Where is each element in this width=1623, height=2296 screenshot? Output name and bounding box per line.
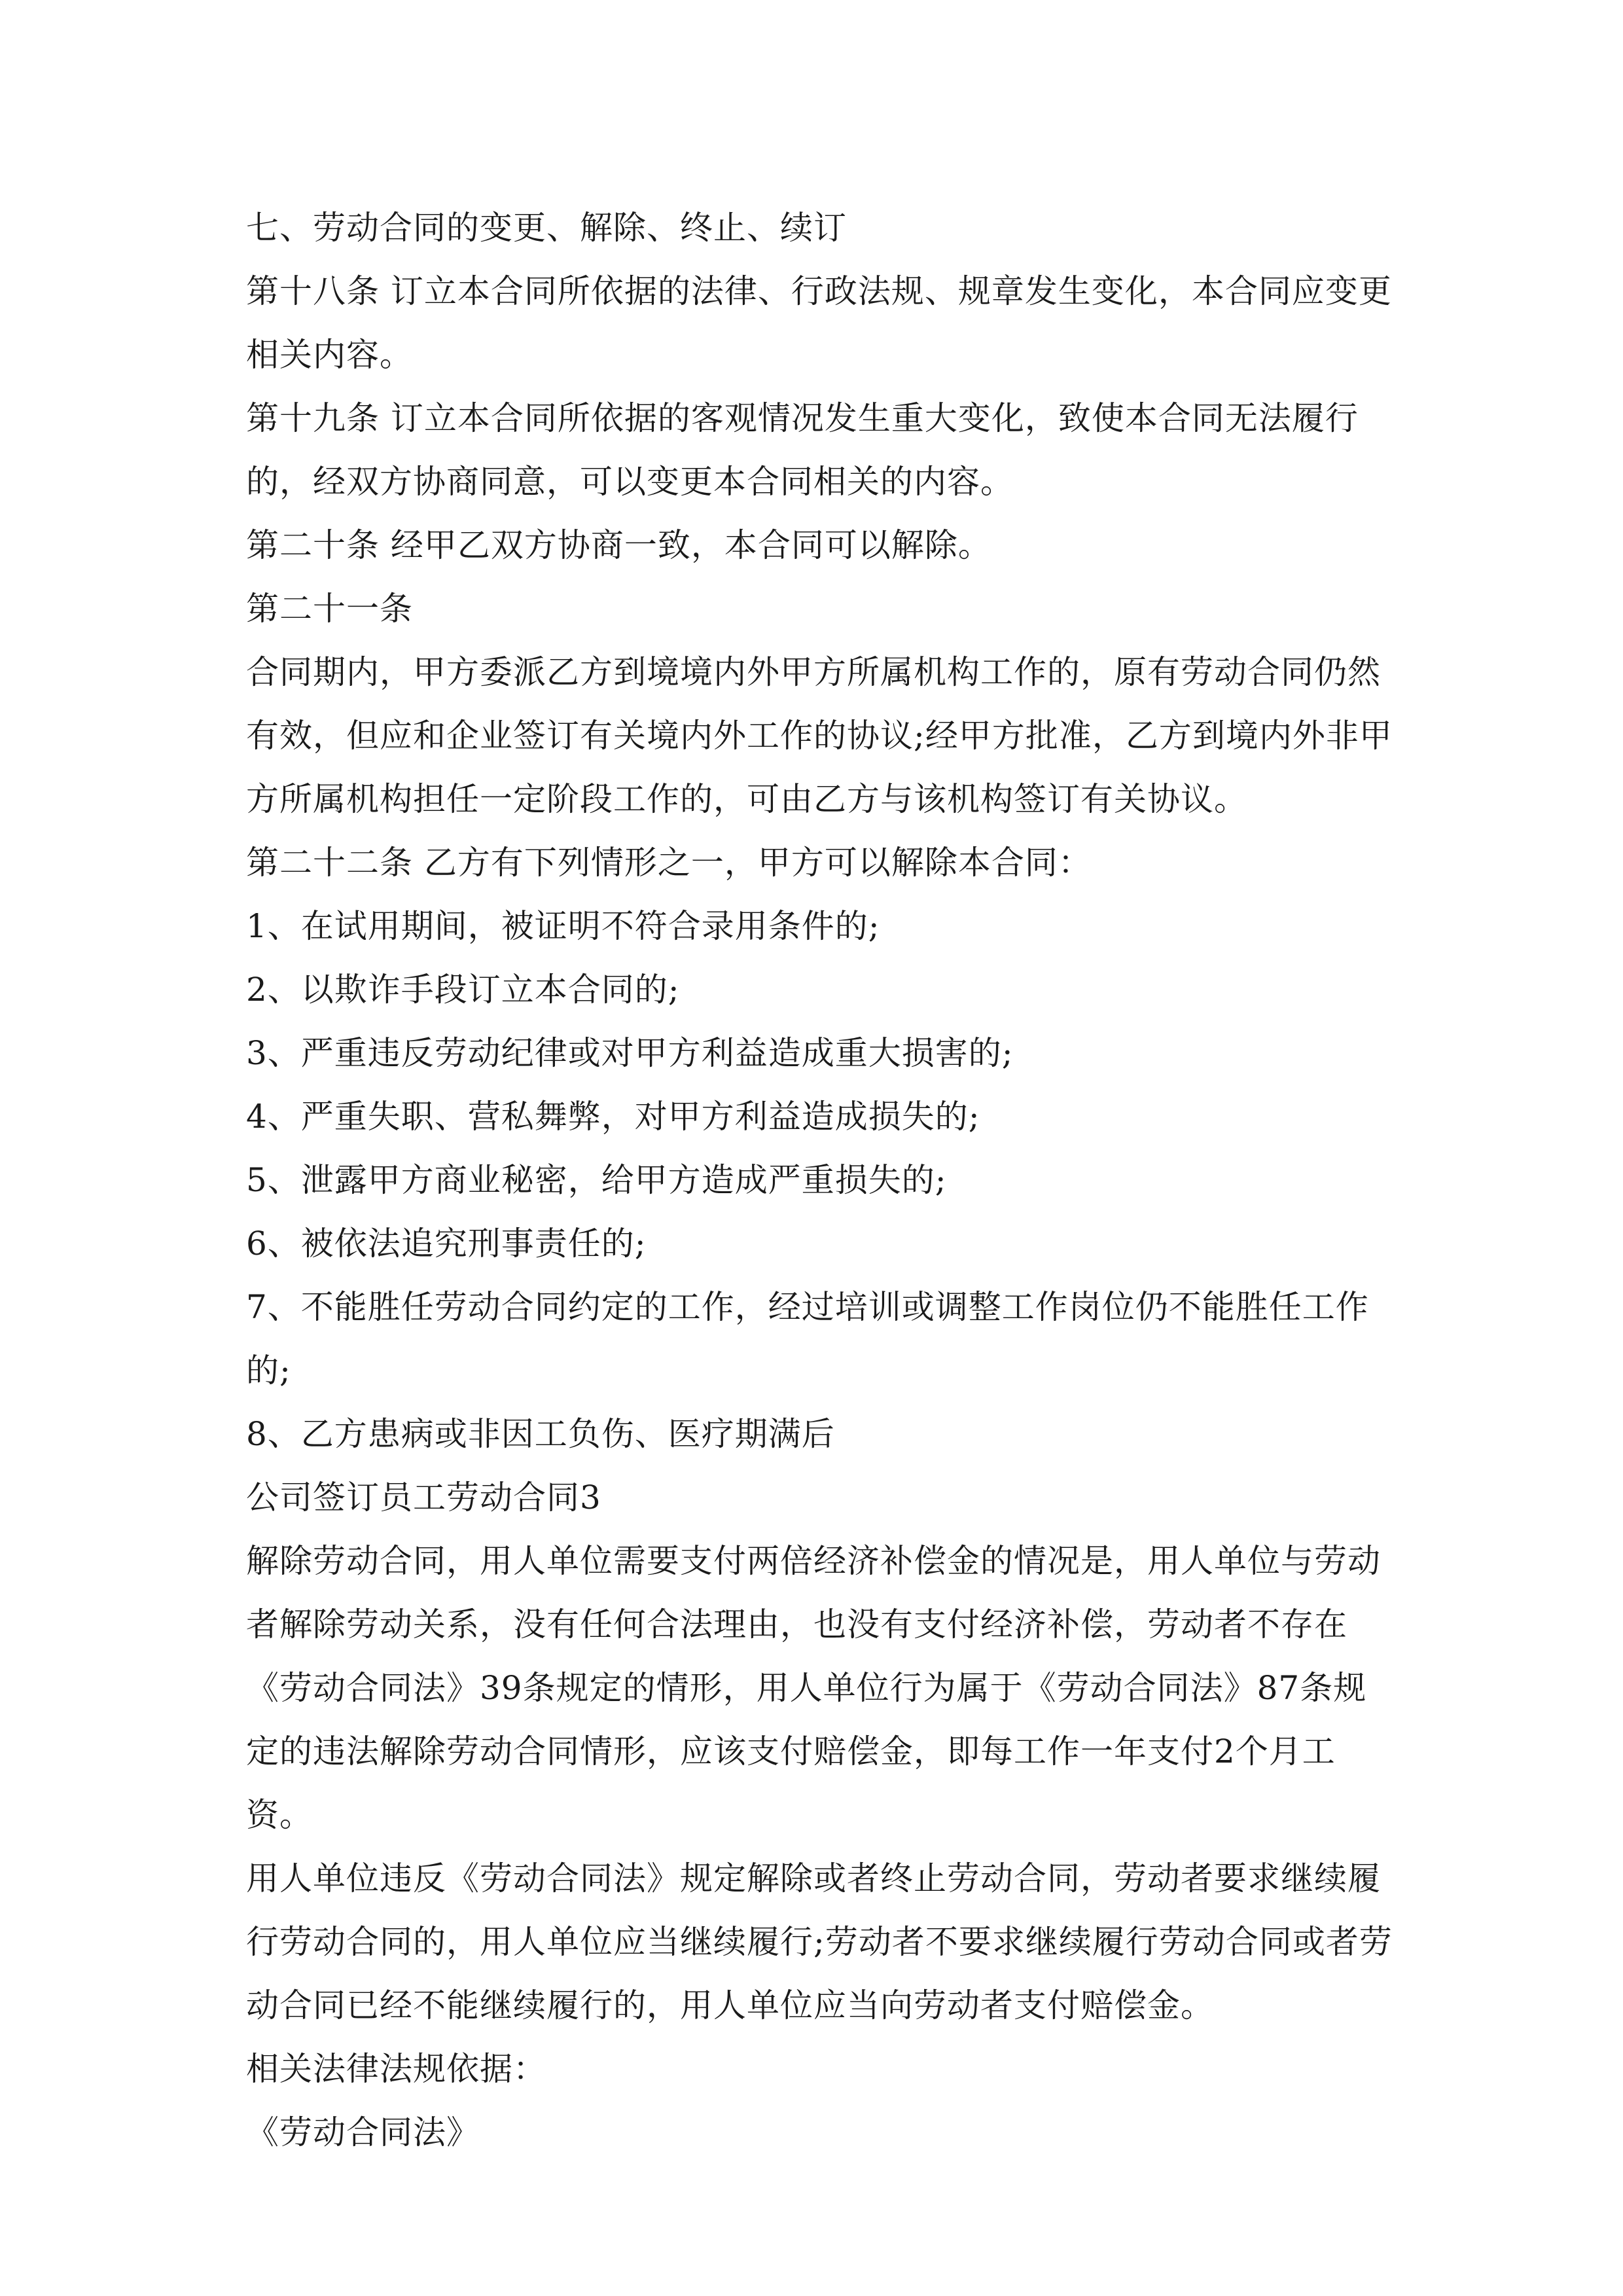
body-paragraph: 解除劳动合同，用人单位需要支付两倍经济补偿金的情况是，用人单位与劳动者解除劳动关系，没有任何合法理由，也没有支付经济补偿，劳动者不存在《劳动合同法》39条规定的情形，用人单位行为属于《劳动合同法》87条规定的违法解除劳动合同情形，应该支付赔偿金，即每工作一年支付2个月工资。 xyxy=(246,1542,1381,1834)
list-item: 2、以欺诈手段订立本合同的; xyxy=(246,971,680,1009)
list-item: 1、在试用期间，被证明不符合录用条件的; xyxy=(246,907,880,945)
list-item: 7、不能胜任劳动合同约定的工作，经过培训或调整工作岗位仍不能胜任工作的; xyxy=(246,1288,1369,1390)
list-item: 6、被依法追究刑事责任的; xyxy=(246,1225,647,1263)
section-title: 公司签订员工劳动合同3 xyxy=(246,1479,601,1516)
list-item: 8、乙方患病或非因工负伤、医疗期满后 xyxy=(246,1415,835,1453)
list-item: 3、严重违反劳动纪律或对甲方利益造成重大损害的; xyxy=(246,1034,1014,1072)
article-21-title: 第二十一条 xyxy=(246,590,413,628)
section-heading: 七、劳动合同的变更、解除、终止、续订 xyxy=(246,209,847,247)
law-reference: 《劳动合同法》 xyxy=(246,2113,480,2151)
article-21-body: 合同期内，甲方委派乙方到境境内外甲方所属机构工作的，原有劳动合同仍然有效，但应和企业签订有关境内外工作的协议;经甲方批准，乙方到境内外非甲方所属机构担任一定阶段工作的，可由乙方与该机构签订有关协议。 xyxy=(246,653,1393,818)
article-20: 第二十条 经甲乙双方协商一致，本合同可以解除。 xyxy=(246,526,991,564)
list-item: 4、严重失职、营私舞弊，对甲方利益造成损失的; xyxy=(246,1098,980,1136)
document-body xyxy=(246,196,1398,2164)
legal-basis-label: 相关法律法规依据： xyxy=(246,2050,546,2088)
list-item: 5、泄露甲方商业秘密，给甲方造成严重损失的; xyxy=(246,1161,947,1199)
body-paragraph: 用人单位违反《劳动合同法》规定解除或者终止劳动合同，劳动者要求继续履行劳动合同的，用人单位应当继续履行;劳动者不要求继续履行劳动合同或者劳动合同已经不能继续履行的，用人单位应当向劳动者支付赔偿金。 xyxy=(246,1859,1393,2024)
article-18: 第十八条 订立本合同所依据的法律、行政法规、规章发生变化，本合同应变更相关内容。 xyxy=(246,272,1392,374)
article-22: 第二十二条 乙方有下列情形之一，甲方可以解除本合同： xyxy=(246,844,1092,882)
article-19: 第十九条 订立本合同所依据的客观情况发生重大变化，致使本合同无法履行的，经双方协商同意，可以变更本合同相关的内容。 xyxy=(246,399,1359,501)
